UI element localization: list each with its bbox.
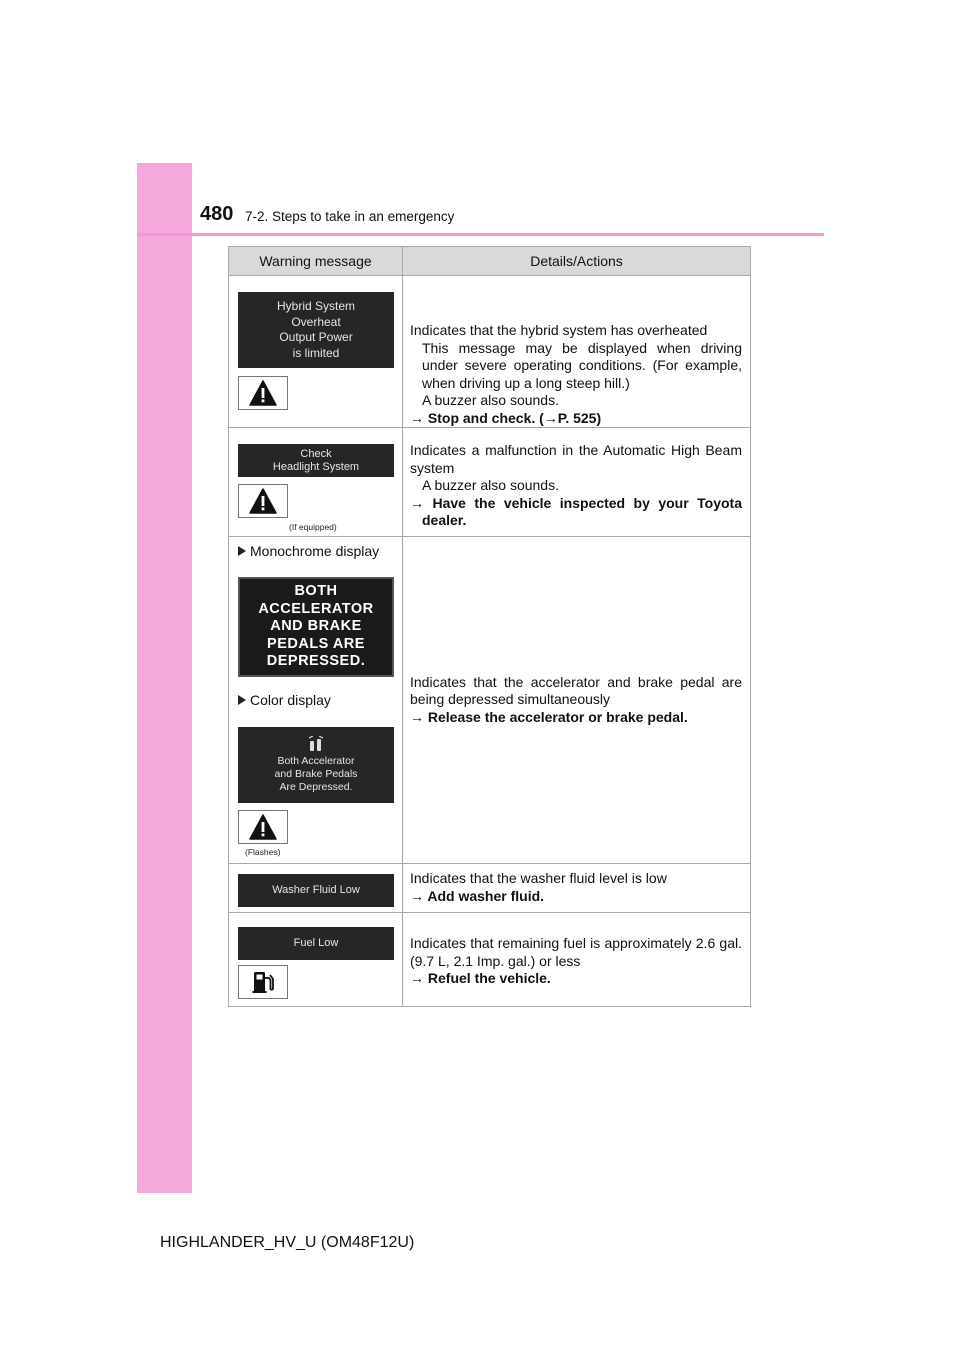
detail-text: Indicates a malfunction in the Automatic High Beam system xyxy=(410,442,742,476)
action-text: → Release the accelerator or brake pedal. xyxy=(410,708,688,725)
detail-text: Indicates that the washer fluid level is low xyxy=(410,870,667,886)
screen-line: and Brake Pedals xyxy=(274,768,358,780)
fuel-pump-icon xyxy=(252,970,274,994)
screen-line: DEPRESSED. xyxy=(266,653,366,670)
footer-model-code: HIGHLANDER_HV_U (OM48F12U) xyxy=(160,1234,415,1251)
warning-message-cell xyxy=(229,864,403,913)
master-warning-light xyxy=(238,810,288,844)
warning-triangle-icon xyxy=(249,488,277,514)
detail-text: Indicates that the hybrid system has overheated xyxy=(410,322,708,338)
master-warning-light xyxy=(238,376,288,410)
detail-text: A buzzer also sounds. xyxy=(422,392,559,408)
master-warning-light xyxy=(238,484,288,518)
page-number: 480 xyxy=(200,203,234,225)
table-row xyxy=(229,276,751,428)
details-cell xyxy=(403,864,751,913)
warning-message-cell xyxy=(229,537,403,864)
warning-triangle-icon xyxy=(249,814,277,840)
table-header-row xyxy=(229,247,751,276)
triangle-bullet-icon xyxy=(238,695,246,705)
display-screen-washer-fluid xyxy=(238,874,394,907)
screen-line: Headlight System xyxy=(272,460,360,473)
details-cell xyxy=(403,537,751,864)
table-row xyxy=(229,428,751,537)
screen-line: Hybrid System xyxy=(276,299,356,313)
details-cell xyxy=(403,276,751,428)
chapter-side-tab xyxy=(137,163,192,1193)
detail-text: Indicates that the accelerator and brake pedal are being depressed simultaneously xyxy=(410,673,742,708)
color-display-label xyxy=(238,692,331,708)
display-screen-hybrid-overheat xyxy=(238,292,394,368)
column-header-details: Details/Actions xyxy=(403,247,751,276)
detail-text: A buzzer also sounds. xyxy=(422,477,559,493)
section-title: 7-2. Steps to take in an emergency xyxy=(245,209,455,224)
screen-line: Washer Fluid Low xyxy=(272,884,360,896)
display-screen-fuel-low xyxy=(238,927,394,960)
action-text: → Add washer fluid. xyxy=(410,887,545,904)
table-row xyxy=(229,864,751,913)
action-text: → Refuel the vehicle. xyxy=(410,970,551,986)
option-label: Color display xyxy=(250,692,331,708)
table-row xyxy=(229,913,751,1007)
flashes-caption: (Flashes) xyxy=(245,847,281,857)
monochrome-display-label xyxy=(238,543,379,559)
warning-message-cell xyxy=(229,276,403,428)
screen-line: Overheat xyxy=(291,314,341,329)
detail-text: This message may be displayed when driving under severe operating conditions. (For example, when driving up a long steep hill.) xyxy=(422,339,742,391)
display-screen-check-headlight xyxy=(238,444,394,477)
warning-message-table xyxy=(228,246,751,1007)
warning-message-cell xyxy=(229,428,403,537)
display-screen-color-pedals xyxy=(238,727,394,803)
if-equipped-caption: (If equipped) xyxy=(289,522,337,532)
header-rule xyxy=(137,233,824,236)
details-cell xyxy=(403,913,751,1007)
screen-line: is limited xyxy=(292,345,340,360)
table-row xyxy=(229,537,751,864)
screen-line: PEDALS ARE xyxy=(267,635,365,652)
screen-line: AND BRAKE xyxy=(270,618,362,635)
screen-line: BOTH xyxy=(294,583,338,600)
details-cell xyxy=(403,428,751,537)
detail-text: Indicates that remaining fuel is approximately 2.6 gal. (9.7 L, 2.1 Imp. gal.) or less xyxy=(410,935,742,969)
action-text: → Stop and check. (→P. 525) xyxy=(410,409,602,426)
display-screen-mono-pedals xyxy=(238,577,394,677)
screen-line: ACCELERATOR xyxy=(258,600,374,617)
screen-line: Are Depressed. xyxy=(279,781,353,793)
warning-triangle-icon xyxy=(249,380,277,406)
option-label: Monochrome display xyxy=(250,543,380,559)
screen-line: Check xyxy=(300,447,332,460)
screen-line: Fuel Low xyxy=(293,937,339,949)
pedals-icon xyxy=(307,736,325,752)
triangle-bullet-icon xyxy=(238,546,246,556)
column-header-warning-message: Warning message xyxy=(229,247,403,276)
warning-message-cell xyxy=(229,913,403,1007)
screen-line: Output Power xyxy=(279,330,353,344)
action-text: → Have the vehicle inspected by your Toyota dealer. xyxy=(410,494,742,528)
screen-line: Both Accelerator xyxy=(277,755,355,767)
low-fuel-warning-light xyxy=(238,965,288,999)
